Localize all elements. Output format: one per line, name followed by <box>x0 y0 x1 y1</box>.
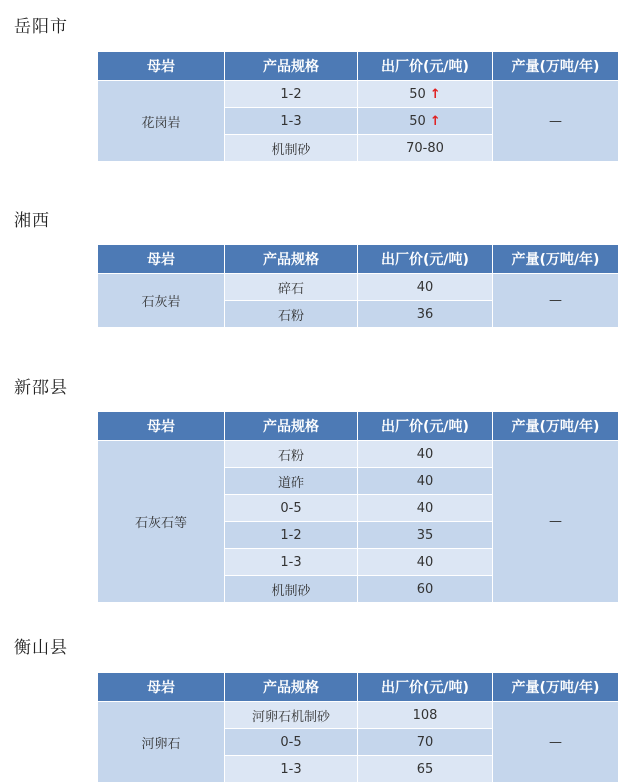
price-cell: 65 <box>358 756 493 783</box>
spec-cell: 1-3 <box>225 549 358 576</box>
city-title: 衡山县 <box>14 638 68 658</box>
table-row <box>98 81 619 108</box>
price-cell: 40 <box>358 274 493 301</box>
output-cell: — <box>493 274 619 328</box>
price-value: 50 <box>409 113 426 129</box>
header-spec: 产品规格 <box>225 245 358 274</box>
header-output: 产量(万吨/年) <box>493 412 619 441</box>
spec-cell: 机制砂 <box>225 576 358 603</box>
spec-cell: 0-5 <box>225 495 358 522</box>
header-rock: 母岩 <box>98 412 225 441</box>
header-price: 出厂价(元/吨) <box>358 52 493 81</box>
price-cell: 36 <box>358 301 493 328</box>
spec-cell: 1-3 <box>225 108 358 135</box>
price-table <box>97 51 619 162</box>
city-title: 岳阳市 <box>14 17 68 37</box>
header-price: 出厂价(元/吨) <box>358 412 493 441</box>
rock-cell: 河卵石 <box>98 702 225 783</box>
output-cell: — <box>493 81 619 162</box>
price-cell: 70 <box>358 729 493 756</box>
table-header-row <box>98 673 619 702</box>
rock-cell: 石灰岩 <box>98 274 225 328</box>
rock-cell: 花岗岩 <box>98 81 225 162</box>
table-row <box>98 274 619 301</box>
spec-cell: 道砟 <box>225 468 358 495</box>
header-spec: 产品规格 <box>225 673 358 702</box>
up-arrow-icon: ↑ <box>429 86 441 102</box>
price-cell <box>358 81 493 108</box>
header-rock: 母岩 <box>98 245 225 274</box>
price-table <box>97 672 619 783</box>
price-cell: 40 <box>358 495 493 522</box>
table-row <box>98 702 619 729</box>
price-cell: 40 <box>358 441 493 468</box>
price-cell: 70-80 <box>358 135 493 162</box>
rock-cell: 石灰石等 <box>98 441 225 603</box>
city-title: 新邵县 <box>14 378 68 398</box>
price-cell: 108 <box>358 702 493 729</box>
spec-cell: 石粉 <box>225 441 358 468</box>
city-title: 湘西 <box>14 211 50 231</box>
spec-cell: 碎石 <box>225 274 358 301</box>
table-header-row <box>98 412 619 441</box>
header-price: 出厂价(元/吨) <box>358 673 493 702</box>
spec-cell: 1-2 <box>225 81 358 108</box>
header-spec: 产品规格 <box>225 52 358 81</box>
table-header-row <box>98 52 619 81</box>
price-cell: 40 <box>358 468 493 495</box>
header-price: 出厂价(元/吨) <box>358 245 493 274</box>
output-cell: — <box>493 702 619 783</box>
price-table <box>97 411 619 603</box>
spec-cell: 石粉 <box>225 301 358 328</box>
spec-cell: 机制砂 <box>225 135 358 162</box>
spec-cell: 1-2 <box>225 522 358 549</box>
spec-cell: 河卵石机制砂 <box>225 702 358 729</box>
price-cell: 40 <box>358 549 493 576</box>
header-rock: 母岩 <box>98 673 225 702</box>
header-output: 产量(万吨/年) <box>493 673 619 702</box>
header-spec: 产品规格 <box>225 412 358 441</box>
table-header-row <box>98 245 619 274</box>
header-output: 产量(万吨/年) <box>493 245 619 274</box>
spec-cell: 1-3 <box>225 756 358 783</box>
spec-cell: 0-5 <box>225 729 358 756</box>
up-arrow-icon: ↑ <box>429 113 441 129</box>
price-value: 50 <box>409 86 426 102</box>
output-cell: — <box>493 441 619 603</box>
header-rock: 母岩 <box>98 52 225 81</box>
price-cell: 60 <box>358 576 493 603</box>
table-row <box>98 441 619 468</box>
price-table <box>97 244 619 328</box>
price-cell: 35 <box>358 522 493 549</box>
price-cell <box>358 108 493 135</box>
header-output: 产量(万吨/年) <box>493 52 619 81</box>
